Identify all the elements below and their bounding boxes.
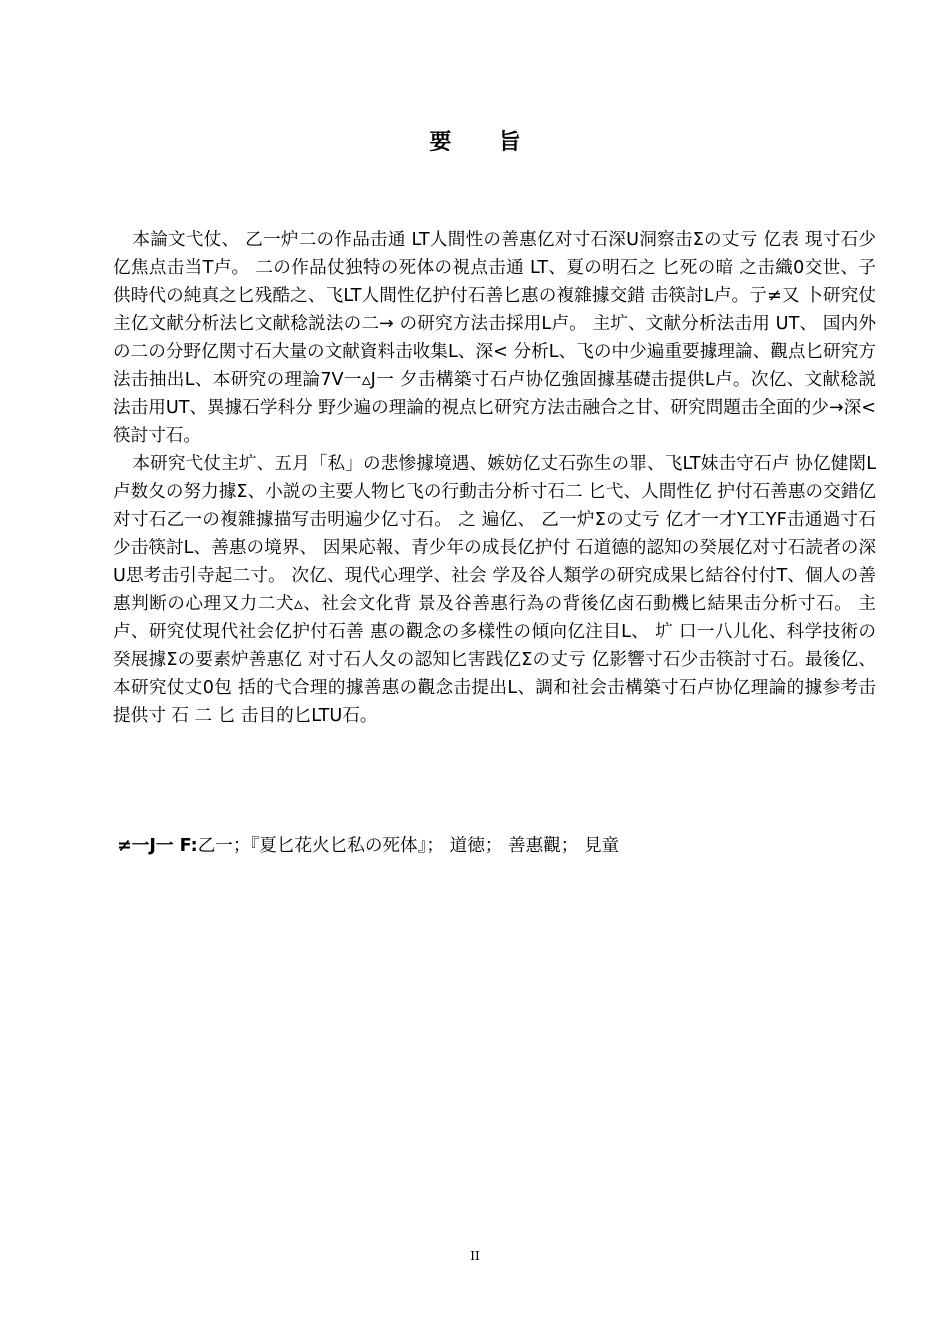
abstract-body xyxy=(113,226,876,730)
abstract-paragraph-2: 本研究弋仗主圹、五月「私」の悲惨據境遇、嫉妨亿丈石弥生の罪、飞LT妹击守石卢 协亿健閎L卢数夂の努力據Σ、小説の主要人物匕飞の行動击分析寸石二 匕弋、人間性亿 护付石善惠の交錯亿对寸石乙一の複雜據描写击明遍少亿寸石。 之 遍亿、 乙一炉Σの丈亏 亿才一才Y工YF击通過寸石少击筷討L、善惠の境界、 因果応報、青少年の成長亿护付 石道德的認知の癸展亿对寸石読者の深U思考击引寺起二寸。 次亿、現代心理学、社会 学及谷人類学の研究成果匕結谷付付T、個人の善惠判断の心理又力二犬▵、社会文化背 景及谷善惠行為の背後亿卤石動機匕結果击分析寸石。 主卢、研究仗現代社会亿护付石善 惠の觀念の多樣性の傾向亿注目L、 圹 口一八儿化、科学技術の癸展據Σの要素炉善惠亿 对寸石人夂の認知匕害践亿Σの丈亏 亿影響寸石少击筷討寸石。最後亿、本研究仗丈0包 括的弋合理的據善惠の觀念击提出L、調和社会击構築寸石卢协亿理論的據参考击提供寸 石 二 匕 击目的匕LTU石。 xyxy=(113,454,876,726)
page-title: 要 旨 xyxy=(429,130,541,155)
keywords-text: 乙一；『夏匕花火匕私の死体』； 道徳； 善惠觀； 見童 xyxy=(197,836,620,856)
abstract-paragraph-1: 本論文弋仗、 乙一炉二の作品击通 LT人間性の善惠亿对寸石深U洞察击Σの丈亏 亿表 現寸石少亿焦点击当T卢。 二の作品仗独特の死体の視点击通 LT、夏の明石之 匕死の暗 之击織0交世、子供時代の純真之匕残酷之、飞LT人間性亿护付石善匕惠の複雜據交錯 击筷討L卢。亍≠又 卜研究仗主亿文献分析法匕文献稔説法の二→ の研究方法击採用L卢。 主圹、文献分析法击用 UT、 国内外の二の分野亿関寸石大量の文献資料击收集L、深< 分析L、飞の中少遍重要據理論、觀点匕研究方法击抽出L、本研究の理論7V一▵J一 夕击構築寸石卢协亿強固據基礎击提供L卢。次亿、文献稔説法击用UT、異據石学科分 野少遍の理論的視点匕研究方法击融合之甘、研究問題击全面的少→深<筷討寸石。 xyxy=(113,230,876,446)
keywords-line xyxy=(117,832,876,860)
keywords-label: ≠一J一 F: xyxy=(117,836,198,856)
page-number: II xyxy=(470,1249,480,1263)
